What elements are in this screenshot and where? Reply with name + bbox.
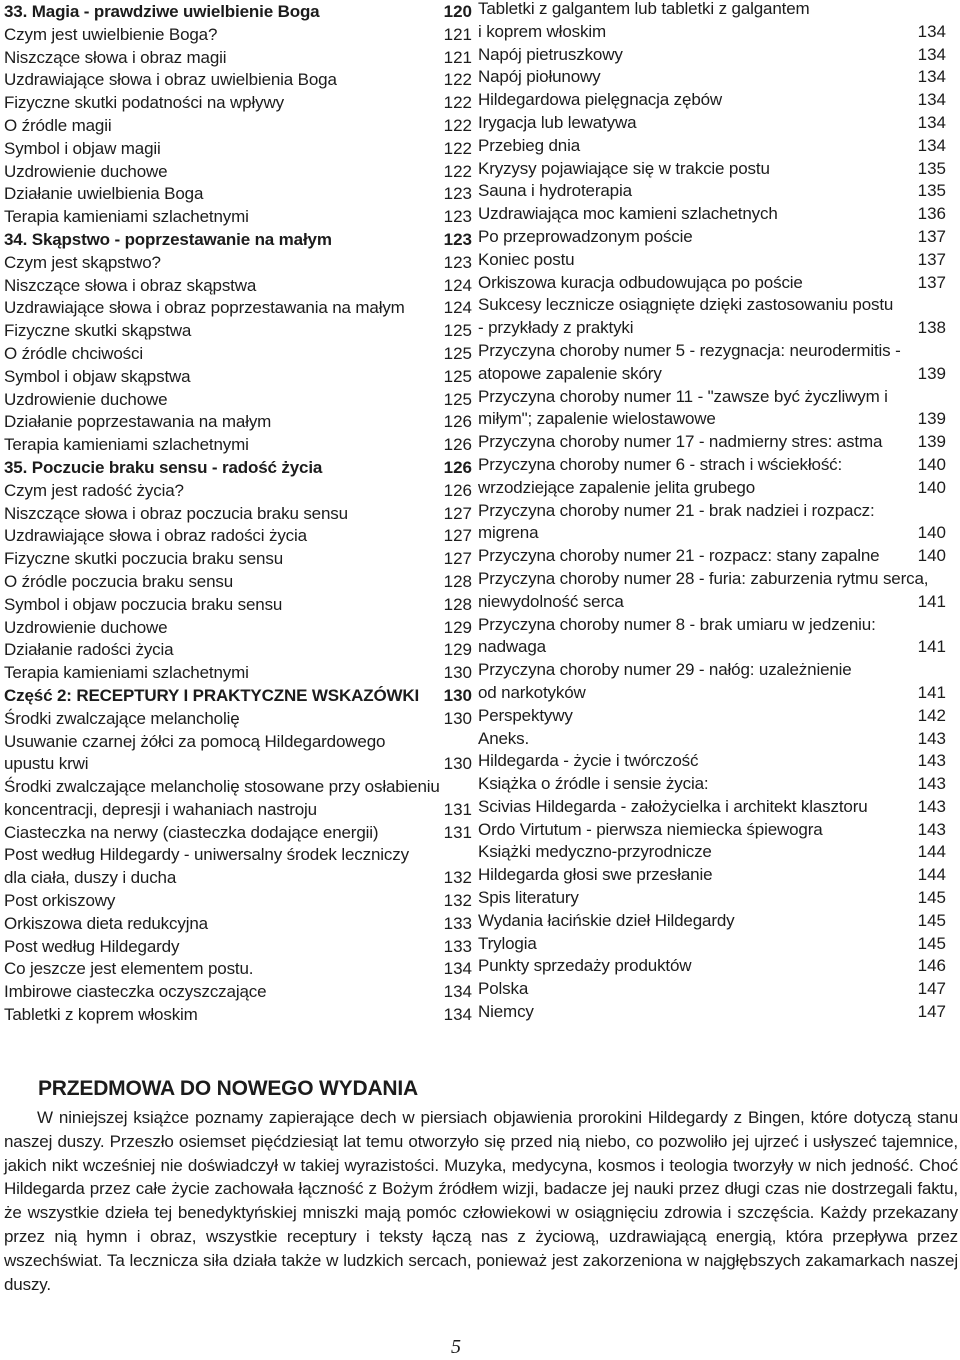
toc-entry [4,47,472,70]
toc-entry-page: 143 [917,728,946,748]
toc-entry-title: Przyczyna choroby numer 28 - furia: zaburzenia rytmu serca, [478,568,929,588]
toc-entry-title: Napój pietruszkowy [478,44,623,64]
toc-entry-title: O źródle chciwości [4,343,144,363]
toc-entry-title: Tabletki z koprem włoskim [4,1005,198,1025]
toc-entry-page: 125 [443,321,472,341]
toc-entry [478,568,946,591]
toc-entry-page: 134 [917,90,946,110]
toc-entry [4,753,472,776]
toc-entry-page: 134 [443,1005,472,1025]
toc-entry [4,548,472,571]
toc-entry-title: Napój piołunowy [478,67,601,87]
toc-entry [4,958,472,981]
toc-section-heading [4,1,472,24]
toc-entry-title: Koniec postu [478,249,575,269]
toc-entry [4,297,472,320]
toc-entry-title: od narkotyków [478,682,586,702]
toc-entry-page: 132 [443,868,472,888]
toc-entry-title: Uzdrawiające słowa i obraz uwielbienia Boga [4,70,337,90]
toc-section-heading [4,685,472,708]
toc-entry [4,252,472,275]
toc-entry-page: 120 [443,2,472,21]
toc-entry-title: Post według Hildegardy - uniwersalny środek leczniczy [4,845,409,865]
toc-entry [478,66,946,89]
toc-right-column [478,0,946,1024]
toc-entry [478,522,946,545]
toc-entry [478,819,946,842]
toc-entry [4,366,472,389]
toc-entry-title: Orkiszowa dieta redukcyjna [4,913,208,933]
toc-entry-page: 127 [443,549,472,569]
toc-entry-title: - przykłady z praktyki [478,318,634,338]
toc-entry [478,773,946,796]
toc-entry-page: 147 [917,1002,946,1022]
toc-entry-page: 126 [443,457,472,477]
toc-entry-title: Symbol i objaw magii [4,138,161,158]
toc-entry [4,69,472,92]
toc-entry [4,503,472,526]
toc-entry [478,112,946,135]
toc-entry-title: Niemcy [478,1002,534,1022]
toc-entry-title: 33. Magia - prawdziwe uwielbienie Boga [4,2,320,21]
toc-entry-page: 134 [443,959,472,979]
toc-entry [478,180,946,203]
toc-entry-title: Ciasteczka na nerwy (ciasteczka dodające energii) [4,822,379,842]
toc-entry [478,431,946,454]
toc-entry-title: Przyczyna choroby numer 17 - nadmierny stres: astma [478,432,883,452]
toc-entry-title: i koprem włoskim [478,21,606,41]
toc-entry [4,525,472,548]
toc-entry-title: Terapia kamieniami szlachetnymi [4,663,249,683]
toc-entry-page: 123 [443,207,472,227]
toc-entry-title: Czym jest uwielbienie Boga? [4,24,218,44]
toc-entry-page: 134 [443,982,472,1002]
toc-entry-title: Działanie radości życia [4,640,174,660]
toc-entry-page: 130 [443,754,472,774]
toc-entry-title: Czym jest skąpstwo? [4,252,161,272]
toc-entry [478,477,946,500]
toc-entry-page: 146 [917,956,946,976]
toc-entry-page: 142 [917,705,946,725]
toc-entry-page: 124 [443,298,472,318]
toc-entry-title: Niszczące słowa i obraz skąpstwa [4,275,257,295]
toc-entry-page: 127 [443,503,472,523]
toc-entry-page: 123 [443,229,472,249]
toc-entry-page: 137 [917,249,946,269]
toc-entry-page: 141 [917,591,946,611]
toc-entry-title: Uzdrowienie duchowe [4,389,168,409]
toc-entry-title: Perspektywy [478,705,573,725]
toc-entry-page: 125 [443,389,472,409]
toc-entry [4,936,472,959]
toc-entry-page: 130 [443,708,472,728]
toc-entry [478,659,946,682]
toc-entry-title: O źródle magii [4,115,112,135]
toc-entry [4,799,472,822]
toc-entry-page: 124 [443,275,472,295]
toc-entry-title: Przyczyna choroby numer 11 - "zawsze być życzliwym i [478,386,888,406]
toc-entry-title: Post według Hildegardy [4,936,180,956]
toc-entry [4,1004,472,1027]
toc-entry-page: 135 [917,181,946,201]
toc-entry-title: Tabletki z galgantem lub tabletki z galgantem [478,0,810,18]
toc-entry-title: Fizyczne skutki podatności na wpływy [4,93,284,113]
toc-entry [4,389,472,412]
toc-entry [478,203,946,226]
toc-entry-page: 143 [917,774,946,794]
toc-entry-page: 122 [443,138,472,158]
preface-title: PRZEDMOWA DO NOWEGO WYDANIA [38,1077,418,1100]
toc-entry [4,708,472,731]
toc-entry [478,226,946,249]
preface-body: W niniejszej książce poznamy zapierające dech w piersiach objawienia prorokini Hildegardy z Bingen, które dotyczą stanu naszej duszy. Przeszło osiemset pięćdziesiąt lat temu otworzyło się przed nią niebo, co pozwoliło jej ujrzeć i usłyszeć tajemnice, jakich nikt wcześniej nie doświadczył w takiej wyrazistości. Muzyka, medycyna, kosmos i teologia tworzyły w nich jedność. Choć Hildegarda przez całe życie zachowała łączność z Bożym źródłem wizji, badacze jej nauki przez długi czas nie dostrzegali faktu, że wszystkie dzieła tej benedyktyńskiej mniszki mają pomóc człowiekowi w osiągnięciu zdrowia i szczęścia. Każdy przekazany przez nią hymn i obraz, wszystkie receptury i teksty łączą nas z życiową, uzdrawiającą energią, która przepływa przez wszechświat. Ta lecznicza siła działa także w ludzkich sercach, ponieważ jest zakorzeniona w najgłębszych zakamarkach naszej duszy. [4,1108,958,1294]
toc-entry-title: niewydolność serca [478,591,624,611]
toc-entry-title: Scivias Hildegarda - założycielka i architekt klasztoru [478,796,868,816]
toc-entry-page: 143 [917,819,946,839]
toc-entry [478,294,946,317]
toc-entry-title: Środki zwalczające melancholię stosowane przy osłabieniu [4,777,440,797]
toc-entry [4,890,472,913]
toc-entry-title: Trylogia [478,933,537,953]
toc-entry-page: 129 [443,617,472,637]
toc-entry [478,545,946,568]
toc-entry [4,275,472,298]
toc-entry-title: Przyczyna choroby numer 21 - brak nadziei i rozpacz: [478,500,875,520]
toc-entry-page: 136 [917,204,946,224]
toc-entry-title: Usuwanie czarnej żółci za pomocą Hildegardowego [4,731,386,751]
toc-entry-title: Sukcesy lecznicze osiągnięte dzięki zastosowaniu postu [478,295,894,315]
toc-entry [478,363,946,386]
toc-entry-page: 145 [917,888,946,908]
toc-entry-page: 144 [917,865,946,885]
toc-entry-page: 138 [917,318,946,338]
toc-entry-title: Hildegardowa pielęgnacja zębów [478,90,723,110]
toc-entry [478,978,946,1001]
toc-entry-page: 147 [917,979,946,999]
toc-entry-page: 140 [917,523,946,543]
toc-entry-page: 137 [917,272,946,292]
toc-entry [4,92,472,115]
toc-entry-title: nadwaga [478,637,546,657]
toc-entry [4,594,472,617]
toc-entry [4,434,472,457]
toc-entry [478,89,946,112]
toc-entry-title: Orkiszowa kuracja odbudowująca po poście [478,272,803,292]
toc-entry-title: Uzdrowienie duchowe [4,161,168,181]
toc-entry-page: 145 [917,933,946,953]
toc-entry [478,272,946,295]
toc-entry-title: Hildegarda głosi swe przesłanie [478,865,713,885]
toc-entry [478,158,946,181]
toc-entry [478,408,946,431]
toc-entry-title: miłym"; zapalenie wielostawowe [478,409,716,429]
toc-entry-title: Działanie poprzestawania na małym [4,412,272,432]
toc-entry-page: 140 [917,546,946,566]
toc-entry-title: Terapia kamieniami szlachetnymi [4,207,249,227]
toc-entry [4,24,472,47]
toc-entry [4,161,472,184]
toc-entry-title: Środki zwalczające melancholię [4,708,240,728]
toc-entry [4,844,472,867]
toc-entry-title: 35. Poczucie braku sensu - radość życia [4,457,323,477]
toc-left-column [4,0,472,1027]
toc-entry-title: Terapia kamieniami szlachetnymi [4,435,249,455]
toc-entry-title: Fizyczne skutki poczucia braku sensu [4,549,284,569]
toc-entry [4,343,472,366]
toc-entry-page: 132 [443,891,472,911]
toc-entry [478,864,946,887]
toc-entry-title: Symbol i objaw skąpstwa [4,366,191,386]
toc-entry [478,750,946,773]
toc-entry-title: Przyczyna choroby numer 29 - nałóg: uzależnienie [478,660,852,680]
toc-entry-title: Przyczyna choroby numer 5 - rezygnacja: neurodermitis - [478,340,901,360]
toc-entry-title: Wydania łacińskie dzieł Hildegardy [478,910,735,930]
toc-entry [478,44,946,67]
toc-entry [4,320,472,343]
toc-entry-page: 135 [917,158,946,178]
toc-entry-title: Fizyczne skutki skąpstwa [4,321,192,341]
toc-entry-title: atopowe zapalenie skóry [478,363,662,383]
toc-entry [478,933,946,956]
toc-entry-page: 139 [917,363,946,383]
toc-entry-page: 141 [917,637,946,657]
toc-entry-title: Spis literatury [478,888,579,908]
toc-entry-title: Co jeszcze jest elementem postu. [4,959,254,979]
page-number: 5 [451,1336,461,1358]
toc-entry-title: wrzodziejące zapalenie jelita grubego [478,477,756,497]
toc-entry-page: 126 [443,435,472,455]
toc-entry-page: 127 [443,526,472,546]
toc-entry-title: dla ciała, duszy i ducha [4,868,177,888]
toc-entry [4,731,472,754]
toc-entry-title: Książka o źródle i sensie życia: [478,774,709,794]
toc-entry-title: Hildegarda - życie i twórczość [478,751,699,771]
toc-entry-title: Imbirowe ciasteczka oczyszczające [4,982,267,1002]
toc-entry-title: Przebieg dnia [478,135,581,155]
toc-entry-page: 123 [443,184,472,204]
toc-entry [4,867,472,890]
toc-entry-page: 129 [443,640,472,660]
toc-entry-page: 125 [443,343,472,363]
toc-entry-page: 122 [443,70,472,90]
toc-entry-page: 133 [443,936,472,956]
toc-entry-page: 133 [443,913,472,933]
toc-entry [478,249,946,272]
toc-entry [478,500,946,523]
toc-entry-page: 122 [443,115,472,135]
toc-entry-page: 123 [443,252,472,272]
toc-entry-title: koncentracji, depresji i wahaniach nastroju [4,799,317,819]
toc-entry-title: Uzdrowienie duchowe [4,617,168,637]
toc-entry-title: migrena [478,523,539,543]
toc-entry [478,955,946,978]
toc-entry [4,183,472,206]
toc-entry-title: Uzdrawiająca moc kamieni szlachetnych [478,204,778,224]
toc-entry-title: Uzdrawiające słowa i obraz radości życia [4,526,307,546]
toc-entry-title: Post orkiszowy [4,891,116,911]
toc-entry-page: 141 [917,682,946,702]
toc-entry-page: 130 [443,663,472,683]
toc-entry [4,571,472,594]
toc-entry-title: Kryzysy pojawiające się w trakcie postu [478,158,770,178]
toc-entry [4,115,472,138]
toc-entry [478,21,946,44]
toc-entry-title: Niszczące słowa i obraz poczucia braku sensu [4,503,348,523]
toc-entry-page: 126 [443,412,472,432]
toc-entry-title: Punkty sprzedaży produktów [478,956,692,976]
toc-entry-page: 140 [917,454,946,474]
toc-entry-page: 122 [443,161,472,181]
toc-entry [478,682,946,705]
toc-entry-title: Polska [478,979,529,999]
toc-entry [478,591,946,614]
toc-entry-title: Uzdrawiające słowa i obraz poprzestawania na małym [4,298,405,318]
toc-entry-page: 134 [917,21,946,41]
toc-entry-page: 122 [443,93,472,113]
toc-entry-page: 143 [917,751,946,771]
toc-entry [478,614,946,637]
toc-entry [478,728,946,751]
toc-entry-page: 134 [917,67,946,87]
toc-entry [478,0,946,21]
toc-entry-page: 137 [917,226,946,246]
toc-entry [478,910,946,933]
toc-entry-title: Sauna i hydroterapia [478,181,632,201]
toc-entry-page: 145 [917,910,946,930]
toc-entry [4,639,472,662]
toc-entry-page: 140 [917,477,946,497]
toc-entry-title: Niszczące słowa i obraz magii [4,47,227,67]
toc-entry [4,138,472,161]
toc-entry-title: Książki medyczno-przyrodnicze [478,842,712,862]
toc-entry [4,913,472,936]
toc-entry-title: Czym jest radość życia? [4,480,184,500]
toc-entry-page: 143 [917,796,946,816]
toc-entry [478,1001,946,1024]
toc-entry [4,662,472,685]
toc-entry-title: Aneks. [478,728,530,748]
toc-entry [478,135,946,158]
toc-entry [4,822,472,845]
toc-entry-title: Ordo Virtutum - pierwsza niemiecka śpiewogra [478,819,823,839]
toc-entry-page: 128 [443,594,472,614]
toc-entry-page: 139 [917,432,946,452]
toc-entry-title: Przyczyna choroby numer 21 - rozpacz: stany zapalne [478,546,880,566]
toc-entry-page: 121 [443,24,472,44]
toc-entry-title: Przyczyna choroby numer 8 - brak umiaru w jedzeniu: [478,614,876,634]
toc-entry [478,841,946,864]
toc-entry [478,705,946,728]
toc-entry [478,386,946,409]
toc-entry-title: O źródle poczucia braku sensu [4,571,234,591]
toc-entry-page: 131 [443,822,472,842]
toc-entry-page: 134 [917,112,946,132]
toc-entry [478,796,946,819]
toc-entry-page: 121 [443,47,472,67]
toc-section-heading [4,229,472,252]
toc-entry [478,454,946,477]
toc-entry-page: 134 [917,135,946,155]
toc-entry [478,317,946,340]
toc-entry-page: 128 [443,571,472,591]
toc-entry-page: 139 [917,409,946,429]
toc-entry-title: Symbol i objaw poczucia braku sensu [4,594,283,614]
toc-entry-title: Po przeprowadzonym poście [478,226,693,246]
toc-entry-page: 125 [443,366,472,386]
toc-entry-title: Irygacja lub lewatywa [478,112,637,132]
toc-entry [4,206,472,229]
toc-entry-page: 131 [443,799,472,819]
toc-entry [4,776,472,799]
toc-entry-title: 34. Skąpstwo - poprzestawanie na małym [4,229,332,249]
toc-entry [4,411,472,434]
toc-entry [478,340,946,363]
toc-section-heading [4,457,472,480]
toc-entry [478,887,946,910]
toc-entry [4,981,472,1004]
toc-entry-page: 144 [917,842,946,862]
toc-entry-page: 126 [443,480,472,500]
toc-entry-title: Działanie uwielbienia Boga [4,184,204,204]
toc-entry-page: 134 [917,44,946,64]
toc-entry-title: upustu krwi [4,754,89,774]
toc-entry-page: 130 [443,685,472,705]
toc-entry [478,636,946,659]
toc-entry-title: Część 2: RECEPTURY I PRAKTYCZNE WSKAZÓWKI [4,685,420,705]
toc-entry [4,480,472,503]
toc-entry-title: Przyczyna choroby numer 6 - strach i wściekłość: [478,454,843,474]
toc-entry [4,617,472,640]
